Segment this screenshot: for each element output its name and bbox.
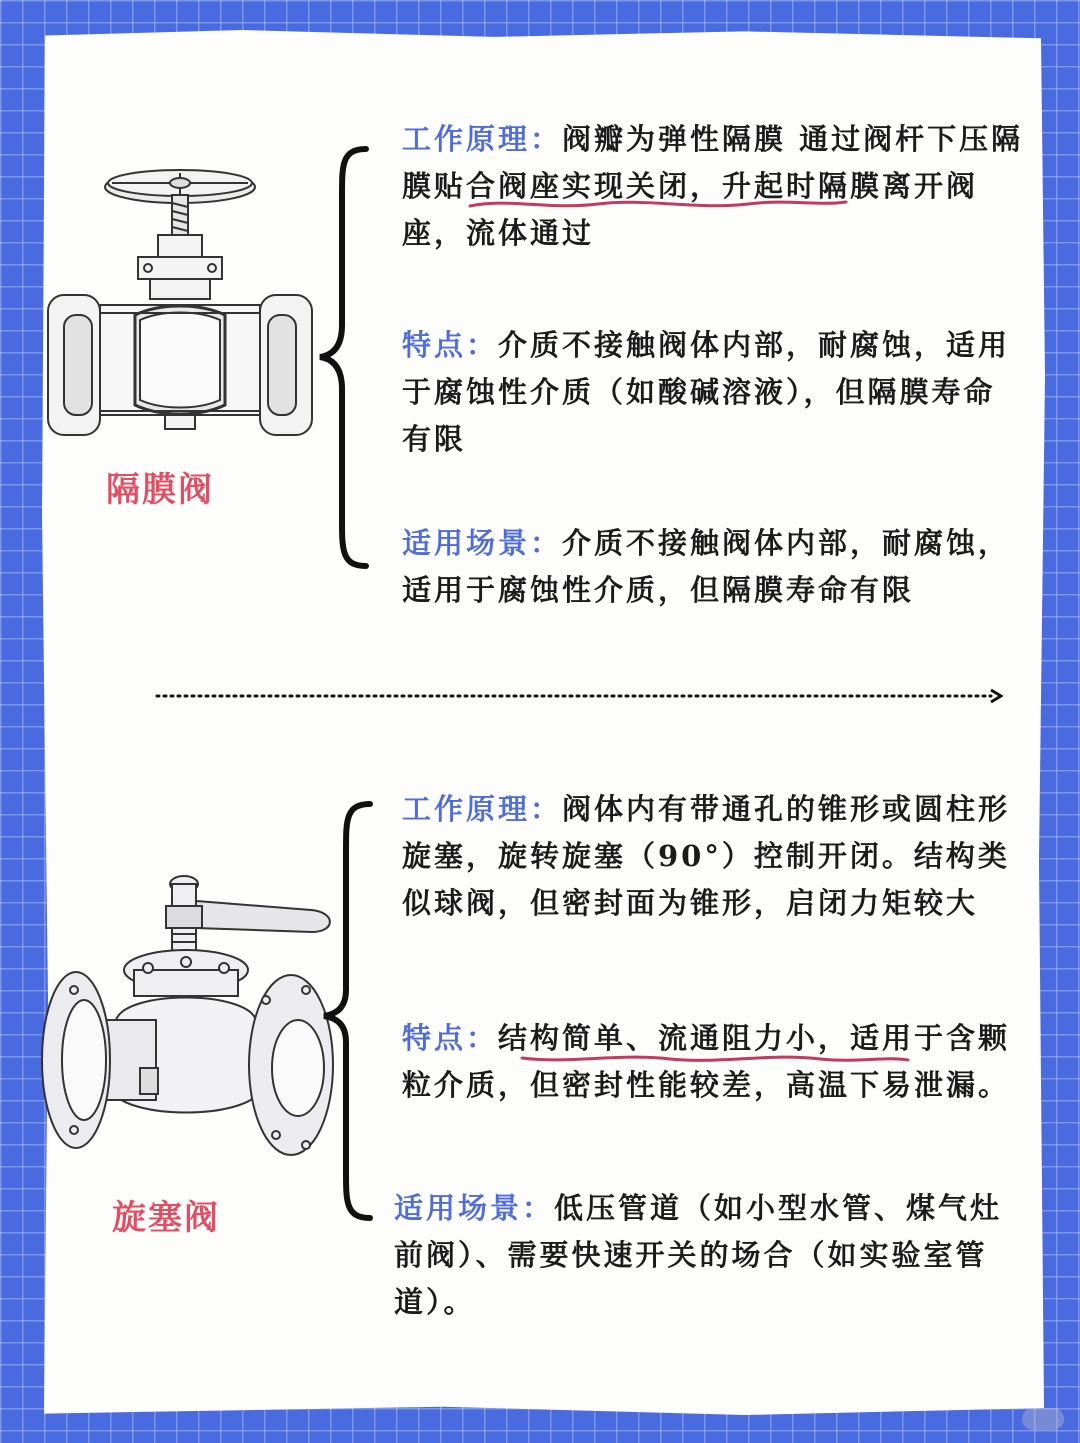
plug-valve-name: 旋塞阀 — [112, 1198, 220, 1238]
curly-brace — [316, 800, 376, 1222]
diaphragm-valve-name: 隔膜阀 — [106, 470, 214, 510]
features-text: 结构简单、流通阻力小，适用于含颗粒介质，但密封性能较差，高温下易泄漏。 — [402, 1021, 1011, 1102]
watermark-badge — [1022, 1408, 1064, 1430]
dotted-arrow-divider — [155, 688, 1003, 704]
principle-text: 阀瓣为弹性隔膜 通过阀杆下压隔膜贴合阀座实现关闭，升起时隔膜离开阀座，流体通过 — [402, 122, 1024, 250]
scenarios-text: 低压管道（如小型水管、煤气灶前阀）、需要快速开关的场合（如实验室管道）。 — [394, 1191, 1003, 1319]
principle-text: 阀体内有带通孔的锥形或圆柱形旋塞，旋转旋塞（90°）控制开闭。结构类似球阀，但密封面为锥形，启闭力矩较大 — [402, 792, 1011, 920]
highlight-underline — [468, 196, 848, 212]
scenarios-label: 适用场景： — [402, 526, 563, 560]
diaphragm-scenarios — [402, 520, 1022, 614]
features-label: 特点： — [402, 328, 499, 362]
principle-label: 工作原理： — [402, 792, 563, 826]
scenarios-text: 介质不接触阀体内部，耐腐蚀，适用于腐蚀性介质，但隔膜寿命有限 — [402, 526, 1011, 607]
plug-valve-illustration — [36, 870, 336, 1160]
principle-label: 工作原理： — [402, 122, 563, 156]
highlight-underline — [520, 1050, 910, 1066]
features-label: 特点： — [402, 1021, 499, 1055]
plug-principle — [402, 786, 1032, 927]
plug-scenarios — [394, 1185, 1024, 1326]
diaphragm-principle — [402, 116, 1032, 257]
scenarios-label: 适用场景： — [394, 1191, 555, 1225]
diaphragm-valve-illustration — [40, 165, 320, 455]
diaphragm-features — [402, 322, 1022, 463]
features-text: 介质不接触阀体内部，耐腐蚀，适用于腐蚀性介质（如酸碱溶液），但隔膜寿命有限 — [402, 328, 1011, 456]
curly-brace — [312, 145, 372, 570]
